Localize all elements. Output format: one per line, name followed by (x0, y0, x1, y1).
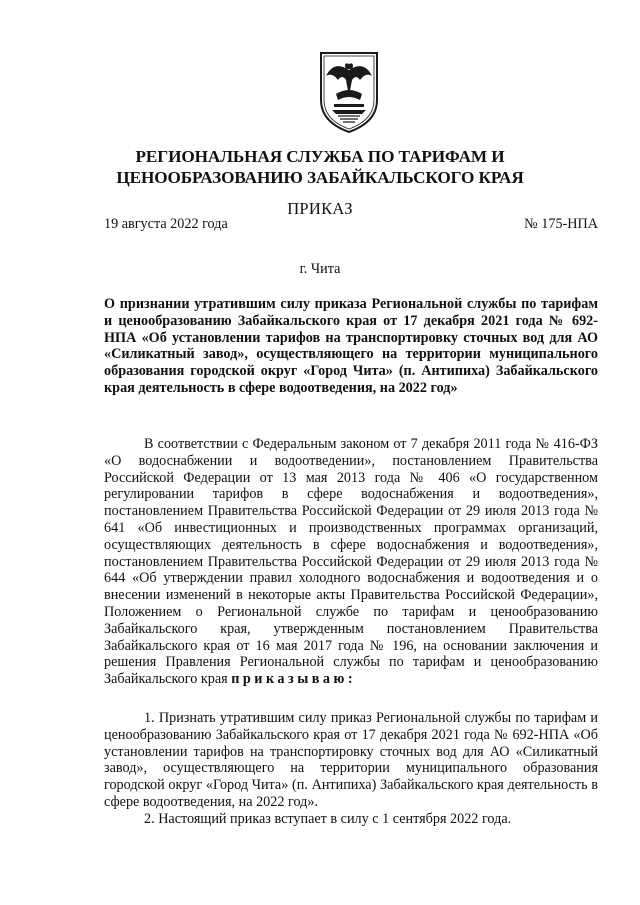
document-city: г. Чита (299, 261, 341, 277)
order-item-2: 2. Настоящий приказ вступает в силу с 1 сентября 2022 года. (144, 811, 512, 827)
order-word: приказываю: (231, 671, 357, 688)
organization-name-line-2: ЦЕНООБРАЗОВАНИЮ ЗАБАЙКАЛЬСКОГО КРАЯ (116, 168, 524, 187)
eagle-coat-of-arms-icon (316, 50, 382, 134)
organization-name-line-1: РЕГИОНАЛЬНАЯ СЛУЖБА ПО ТАРИФАМ И (135, 147, 505, 166)
document-type: ПРИКАЗ (287, 199, 353, 218)
document-number: № 175-НПА (524, 216, 598, 232)
order-item-1: 1. Признать утратившим силу приказ Региональной службы по тарифам и ценообразованию Забайкальского края от 17 декабря 2021 года № 692-НПА «Об установлении тарифов на транспортировку сточных вод для АО «Силикатный завод», осуществляющего на территории муниципального образования городской округ «Город Чита» (п. Антипиха) Забайкальского края деятельность в сфере водоотведения, на 2022 год». (104, 710, 598, 810)
preamble-text: В соответствии с Федеральным законом от 7 декабря 2011 года № 416-ФЗ «О водоснабжении и водоотведении», постановлением Правительства Российской Федерации от 13 мая 2013 года № 406 «О государственном регулировании тарифов в сфере водоснабжения и водоотведения», постановлением Правительства Российской Федерации от 29 июля 2013 года № 641 «Об инвестиционных и производственных программах организаций, осуществляющих деятельность в сфере водоснабжения и водоотведения», постановлением Правительства Российской Федерации от 29 июля 2013 года № 644 «Об утверждении правил холодного водоснабжения и водоотведения и о внесении изменений в некоторые акты Правительства Российской Федерации», Положением о Региональной службе по тарифам и ценообразованию Забайкальского края, утвержденным постановлением Правительства Забайкальского края от 16 мая 2017 года № 196, на основании заключения и решения Правления Региональной службы по тарифам и ценообразованию Забайкальского края (104, 436, 598, 688)
document-title: О признании утратившим силу приказа Региональной службы по тарифам и ценообразованию Забайкальского края от 17 декабря 2021 года № 692-НПА «Об установлении тарифов на транспортировку сточных вод для АО «Силикатный завод», осуществляющего на территории муниципального образования городской округ «Город Чита» (п. Антипиха) Забайкальского края деятельность в сфере водоотведения, на 2022 год» (104, 296, 598, 396)
preamble-paragraph (104, 436, 598, 688)
organization-name (60, 146, 580, 188)
document-date: 19 августа 2022 года (104, 216, 228, 232)
